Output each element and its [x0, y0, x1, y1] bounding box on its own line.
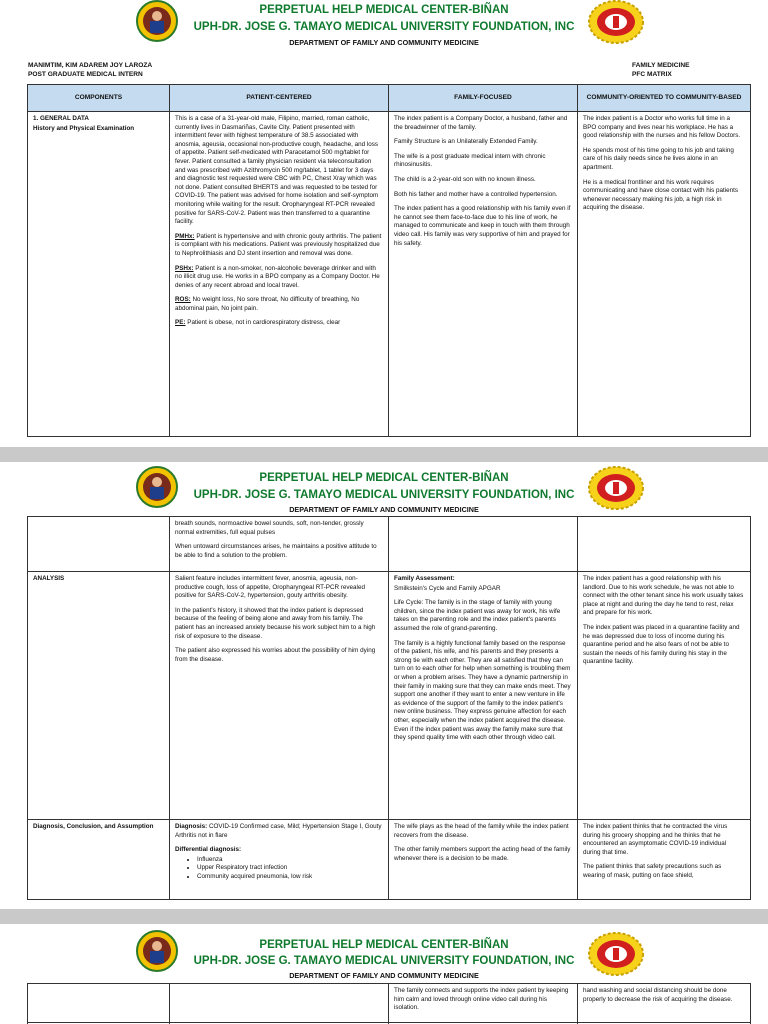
patient-paragraph: When untoward circumstances arises, he maintains a positive attitude to be able to find a solution to the problem. — [175, 543, 377, 559]
community-paragraph: He is a medical frontliner and his work requires communicating and have close contact with his patients whenever necessary making his job, a high risk in acquiring the disease. — [583, 178, 739, 212]
page-header — [0, 0, 768, 60]
column-header-family: FAMILY-FOCUSED — [389, 85, 578, 112]
foundation-name: UPH-DR. JOSE G. TAMAYO MEDICAL UNIVERSITY FOUNDATION, INC — [193, 955, 575, 967]
university-seal-icon — [588, 466, 644, 510]
component-cell — [28, 517, 170, 572]
family-paragraph: Family Structure is an Unilaterally Extended Family. — [394, 138, 538, 146]
pshx-text: Patient is a non-smoker, non-alcoholic beverage drinker and with no illicit drug use. He works in a BPO company as a Company Doctor. He denies of any recent abroad and local travel. — [175, 264, 380, 289]
department-name: DEPARTMENT OF FAMILY AND COMMUNITY MEDICINE — [289, 971, 479, 980]
table-row — [28, 517, 751, 572]
family-focused-cell — [389, 984, 578, 1023]
pmhx-paragraph — [175, 233, 383, 259]
pmhx-text: Patient is hypertensive and with chronic gouty arthritis. The patient is compliant with his medications. Patient was previously hospitalized due to Nephrolithiasis and DJ stent insertion and removal was done. — [175, 232, 382, 257]
department-name: DEPARTMENT OF FAMILY AND COMMUNITY MEDICINE — [289, 505, 479, 514]
pe-text: Patient is obese, not in cardiorespiratory distress, clear — [185, 319, 341, 327]
pfc-matrix-table — [27, 84, 751, 437]
column-header-community: COMMUNITY-ORIENTED TO COMMUNITY-BASED — [578, 85, 751, 112]
family-paragraph: The wife plays as the head of the family while the index patient recovers from the disease. — [394, 823, 569, 839]
community-paragraph: hand washing and social distancing should be done properly to decrease the risk of acquiring the disease. — [583, 987, 733, 1003]
document-page-2 — [0, 462, 768, 909]
patient-centered-cell — [170, 112, 389, 437]
patient-centered-cell — [170, 572, 389, 820]
table-header-row — [28, 85, 751, 112]
family-assessment-heading: Family Assessment: — [394, 575, 455, 582]
patient-centered-cell — [170, 517, 389, 572]
patient-paragraph: breath sounds, normoactive bowel sounds, soft, non-tender, grossly normal extremities, full equal pulses — [175, 520, 364, 536]
list-item: • Community acquired pneumonia, low risk — [197, 873, 383, 882]
differential-diagnosis-list — [175, 856, 383, 882]
pshx-label: PSHx: — [175, 264, 194, 272]
column-header-components: COMPONENTS — [28, 85, 170, 112]
family-focused-cell — [389, 112, 578, 437]
pe-paragraph — [175, 319, 383, 328]
community-paragraph: The index patient thinks that he contracted the virus during his grocery shopping and he thinks that he encountered an asymptomatic COVID-19 individual during that time. — [583, 823, 728, 856]
family-paragraph: Both his father and mother have a controlled hypertension. — [394, 190, 558, 198]
family-assessment-subheading: Smilkstein's Cycle and Family APGAR — [394, 584, 501, 592]
diagnosis-paragraph — [175, 823, 383, 840]
document-page-1 — [0, 0, 768, 447]
family-paragraph: The family is a highly functional family based on the response of the patient, his wife, and his parents and they presents a strong tie with each other. They are all satisfied that they can turn on to each other for help when something is troubling them or when a problem arises. They have a dynamic partnership in their family in making sure that they can make ends meet. They support one another if they want to enter a new venture in life as evidence of the support of the family to the index patient's new online business. They express genuine affection for each other, especially when the index patient acquired the disease. Even if the index patient was away the family make sure that they spend quality time with each other through video call. — [394, 639, 571, 742]
ros-label: ROS: — [175, 296, 191, 304]
community-oriented-cell — [578, 984, 751, 1023]
table-row — [28, 984, 751, 1023]
component-title: Diagnosis, Conclusion, and Assumption — [33, 823, 154, 830]
table-row — [28, 572, 751, 820]
community-oriented-cell — [578, 820, 751, 900]
family-focused-cell — [389, 820, 578, 900]
family-paragraph: The family connects and supports the index patient by keeping him calm and loved through online video call during his isolation. — [394, 987, 569, 1012]
patient-history: This is a case of a 31-year-old male, Filipino, married, roman catholic, currently lives in Dasmariñas, Cavite City. Patient presented with intermittent fever with highest temperature of 38.5 associated with anosmia, ageusia, occasional non-productive cough, headache, and loss of appetite. Patient self-medicated with Paracetamol 500 mg/tablet for fever. Patient consulted a family physician resident via teleconsultation and was prescribed with Azithromycin 500 mg/tablet, 1 tablet for 3 days and diagnostic test requested were CBC with PC, Chest Xray which was not done. Patient consulted BHERTS and was requested to be tested for COVID-19. The patient was advised for home isolation and self-symptom monitoring while waiting for the result. Oropharyngeal RT-PCR revealed positive for SARS-CoV-2. Patient was then transferred to a quarantine facility. — [175, 115, 379, 226]
community-paragraph: The index patient has a good relationship with his landlord. Due to his work schedule, he was not able to connect with the other tenant since his work usually takes place at night and during the day he tend to rest, relax and prepare for his work. — [583, 575, 744, 617]
diagnosis-text: COVID-19 Confirmed case, Mild; Hypertension Stage I, Gouty Arthritis not in flare — [175, 823, 382, 839]
family-focused-cell — [389, 572, 578, 820]
differential-diagnosis-heading: Differential diagnosis: — [175, 846, 242, 854]
family-paragraph: The other family members support the acting head of the family whenever there is a decision to be made. — [394, 846, 571, 862]
pmhx-label: PMHx: — [175, 232, 195, 240]
document-page-3 — [0, 924, 768, 1024]
community-paragraph: The index patient is a Doctor who works full time in a BPO company and lives near his workplace. He has a good relationship with the nurses and his fellow Doctors. — [583, 115, 741, 140]
ros-text: No weight loss, No sore throat, No difficulty of breathing, No abdominal pain, No joint pain. — [175, 296, 360, 312]
list-item: • Upper Respiratory tract infection — [197, 864, 383, 873]
pfc-matrix-table — [27, 516, 751, 900]
community-paragraph: The patient thinks that safety precautions such as wearing of mask, putting on face shield, — [583, 863, 722, 879]
community-paragraph: He spends most of his time going to his job and taking care of his daily needs since he lives alone in an apartment. — [583, 146, 734, 171]
family-paragraph: Life Cycle: The family is in the stage of family with young children, since the index patient was away for work, his wife takes on the parenting role and the index patient's parents assumed the role of grand-parenting. — [394, 599, 561, 632]
table-row — [28, 820, 751, 900]
family-paragraph: The child is a 2-year-old son with no known illness. — [394, 175, 536, 183]
component-subtitle: History and Physical Examination — [33, 124, 135, 132]
list-item: • Influenza — [197, 856, 383, 865]
community-oriented-cell — [578, 572, 751, 820]
university-seal-icon — [588, 932, 644, 976]
document-type: PFC MATRIX — [632, 71, 672, 78]
component-cell — [28, 820, 170, 900]
document-meta — [0, 60, 768, 86]
department-label: FAMILY MEDICINE — [632, 62, 690, 69]
foundation-name: UPH-DR. JOSE G. TAMAYO MEDICAL UNIVERSITY FOUNDATION, INC — [193, 489, 575, 501]
component-title: ANALYSIS — [33, 575, 65, 582]
pe-label: PE: — [175, 319, 186, 327]
community-oriented-cell — [578, 517, 751, 572]
diagnosis-label: Diagnosis: — [175, 823, 208, 830]
page-header — [0, 462, 768, 522]
hospital-name: PERPETUAL HELP MEDICAL CENTER-BIÑAN — [259, 472, 509, 484]
component-cell — [28, 984, 170, 1023]
family-focused-cell — [389, 517, 578, 572]
patient-paragraph: In the patient's history, it showed that the index patient is depressed because of the feeling of being alone and away from his family. The patient has an increased anxiety because his work subject him to a high risk of exposure to the disease. — [175, 606, 376, 640]
foundation-name: UPH-DR. JOSE G. TAMAYO MEDICAL UNIVERSITY FOUNDATION, INC — [193, 21, 575, 33]
column-header-patient: PATIENT-CENTERED — [170, 85, 389, 112]
hospital-name: PERPETUAL HELP MEDICAL CENTER-BIÑAN — [259, 4, 509, 16]
pfc-matrix-table — [27, 983, 751, 1024]
page-header — [0, 924, 768, 984]
hospital-name: PERPETUAL HELP MEDICAL CENTER-BIÑAN — [259, 939, 509, 951]
community-oriented-cell — [578, 112, 751, 437]
author-name: MANIMTIM, KIM ADAREM JOY LAROZA — [28, 62, 153, 69]
university-seal-icon — [588, 0, 644, 44]
patient-centered-cell — [170, 984, 389, 1023]
ros-paragraph — [175, 296, 383, 313]
community-paragraph: The index patient was placed in a quarantine facility and he was depressed due to loss of income during his quarantine period and he also fears of not be able to sustain the needs of his family during his stay in the quarantine facility. — [583, 623, 740, 666]
patient-paragraph: The patient also expressed his worries about the possibility of him dying from the disease. — [175, 647, 376, 663]
department-name: DEPARTMENT OF FAMILY AND COMMUNITY MEDICINE — [289, 38, 479, 47]
family-paragraph: The index patient is a Company Doctor, a husband, father and the breadwinner of the family. — [394, 115, 568, 131]
patient-paragraph: Salient feature includes intermittent fever, anosmia, ageusia, non-productive cough, loss of appetite, Oropharyngeal RT-PCR revealed positive for SARS-CoV-2, hypertension, gouty arthritis obesity. — [175, 575, 365, 600]
family-paragraph: The wife is a post graduate medical intern with chronic rhinosinusitis. — [394, 152, 546, 169]
patient-centered-cell — [170, 820, 389, 900]
author-position: POST GRADUATE MEDICAL INTERN — [28, 71, 143, 78]
table-row — [28, 112, 751, 437]
family-paragraph: The index patient has a good relationship with his family even if he cannot see them face-to-face due to his line of work, he managed to communicate and keep in touch with them through video call. His family was very supportive of him and prayed for his safety. — [394, 205, 571, 247]
pshx-paragraph — [175, 265, 383, 291]
component-cell — [28, 572, 170, 820]
component-cell — [28, 112, 170, 437]
component-title: 1. GENERAL DATA — [33, 115, 89, 122]
